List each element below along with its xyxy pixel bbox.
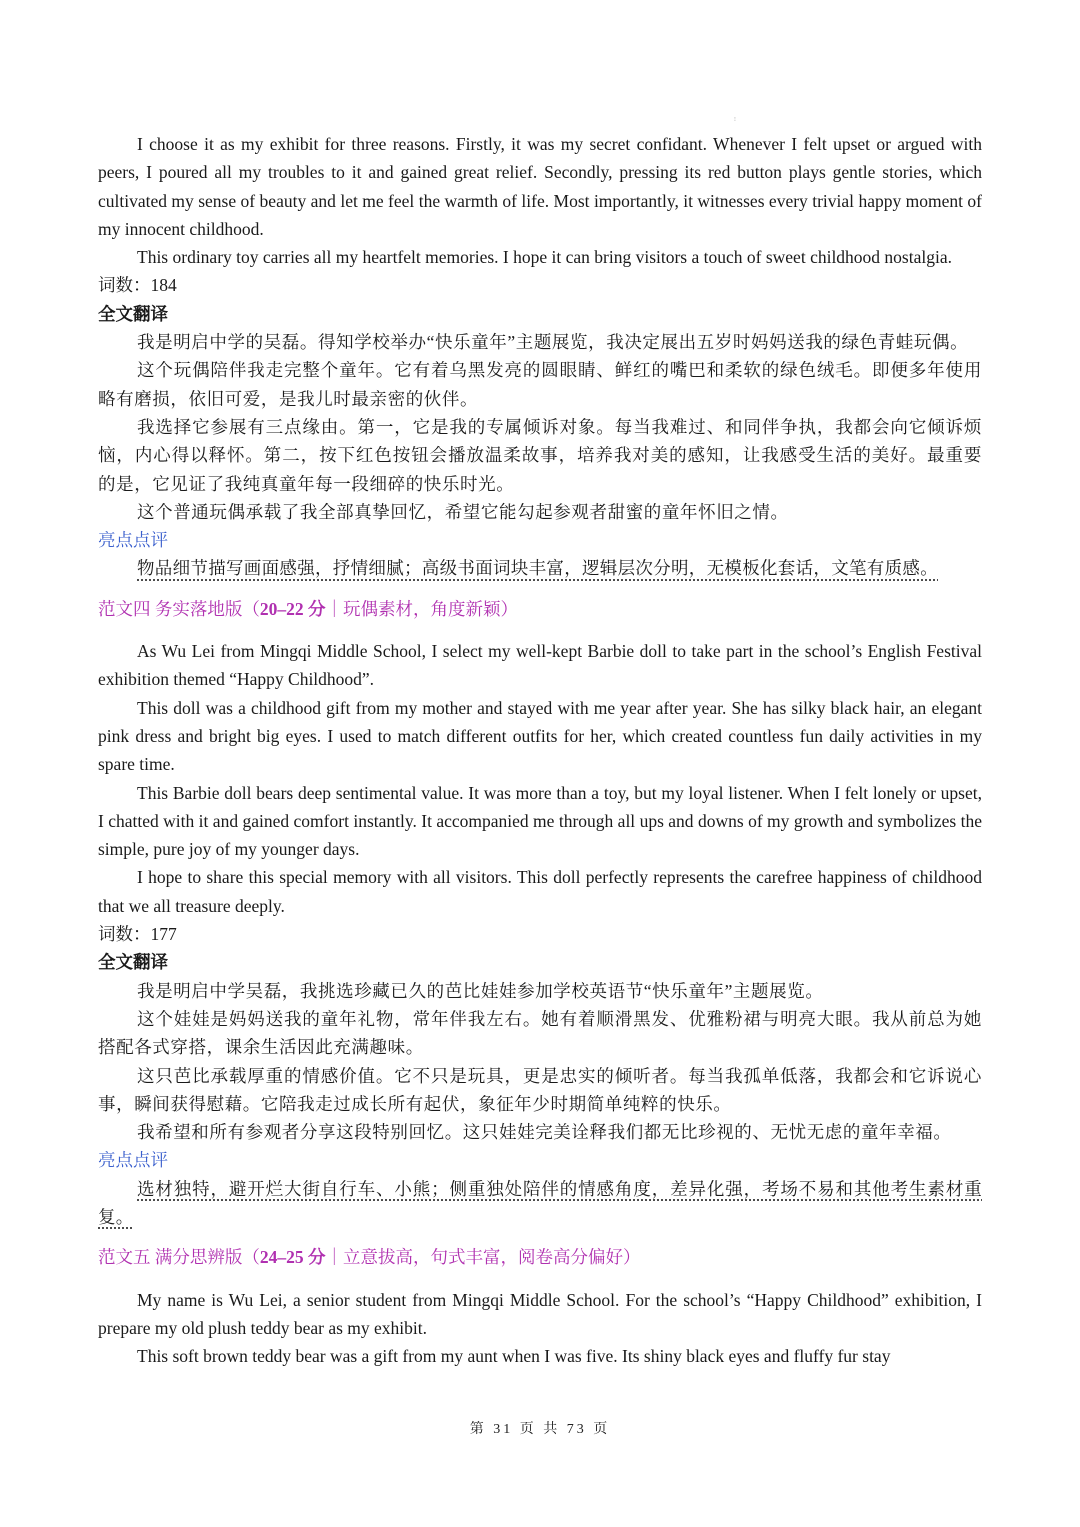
- section4-paragraph-1: As Wu Lei from Mingqi Middle School, I select my well-kept Barbie doll to take part in the school’s English Festival exhibition themed “Happy Childhood”.: [98, 641, 982, 690]
- page-corner-mark: ⁝: [734, 117, 736, 123]
- page-number-footer: 第 31 页 共 73 页: [469, 1422, 611, 1437]
- section4-heading-suffix: ｜玩偶素材，角度新颖）: [325, 598, 518, 619]
- essay3-paragraph-1: I choose it as my exhibit for three reasons. Firstly, it was my secret confidant. Whenever I felt upset or argued with peers, I poured all my troubles to it and gained great relief. Secondly, pressing its red button plays gentle stories, which cultivated my sense of beauty and let me feel the warmth of life. Most importantly, it witnesses every trivial happy moment of my innocent childhood.: [98, 134, 982, 239]
- essay3-word-count: 词数：184: [98, 275, 177, 296]
- essay3-translation-label: 全文翻译: [98, 303, 168, 324]
- section4-paragraph-3: This Barbie doll bears deep sentimental value. It was more than a toy, but my loyal listener. When I felt lonely or upset, I chatted with it and gained comfort instantly. It accompanied me through all ups and downs of my growth and symbolizes the simple, pure joy of my younger days.: [98, 782, 982, 860]
- essay3-paragraph-2: This ordinary toy carries all my heartfelt memories. I hope it can bring visitors a touch of sweet childhood nostalgia.: [137, 247, 952, 268]
- section4-paragraph-2: This doll was a childhood gift from my mother and stayed with me year after year. She has silky black hair, an elegant pink dress and bright big eyes. I used to match different outfits for her, which created countless fun daily activities in my spare time.: [98, 697, 982, 775]
- section5-paragraph-2: This soft brown teddy bear was a gift from my aunt when I was five. Its shiny black eyes and fluffy fur stay: [137, 1346, 891, 1367]
- section4-translation-2: 这个娃娃是妈妈送我的童年礼物，常年伴我左右。她有着顺滑黑发、优雅粉裙与明亮大眼。我从前总为她搭配各式穿搭，课余生活因此充满趣味。: [98, 1008, 982, 1058]
- section4-comment: 选材独特，避开烂大街自行车、小熊；侧重独处陪伴的情感角度，差异化强，考场不易和其他考生素材重复。: [98, 1178, 982, 1227]
- section4-heading: [98, 595, 982, 623]
- section5-heading: [98, 1243, 982, 1271]
- section4-translation-label: 全文翻译: [98, 952, 168, 973]
- essay3-comment-label: 亮点点评: [98, 530, 168, 551]
- section4-heading-score: 20–22 分: [259, 598, 326, 619]
- section4-word-count: 词数：177: [98, 924, 177, 945]
- section4-translation-1: 我是明启中学吴磊，我挑选珍藏已久的芭比娃娃参加学校英语节“快乐童年”主题展览。: [137, 980, 824, 1001]
- section5-heading-score: 24–25 分: [259, 1247, 326, 1268]
- section5-heading-suffix: ｜立意拔高，句式丰富，阅卷高分偏好）: [325, 1247, 641, 1268]
- essay3-translation-3: 我选择它参展有三点缘由。第一，它是我的专属倾诉对象。每当我难过、和同伴争执，我都会向它倾诉烦恼，内心得以释怀。第二，按下红色按钮会播放温柔故事，培养我对美的感知，让我感受生活的美好。最重要的是，它见证了我纯真童年每一段细碎的快乐时光。: [98, 416, 982, 494]
- section5-paragraph-1: My name is Wu Lei, a senior student from Mingqi Middle School. For the school’s “Happy Childhood” exhibition, I prepare my old plush teddy bear as my exhibit.: [98, 1289, 982, 1338]
- section4-comment-label: 亮点点评: [98, 1150, 168, 1171]
- section4-translation-3: 这只芭比承载厚重的情感价值。它不只是玩具，更是忠实的倾听者。每当我孤单低落，我都会和它诉说心事，瞬间获得慰藉。它陪我走过成长所有起伏，象征年少时期简单纯粹的快乐。: [98, 1065, 982, 1114]
- essay3-translation-1: 我是明启中学的吴磊。得知学校举办“快乐童年”主题展览，我决定展出五岁时妈妈送我的绿色青蛙玩偶。: [137, 332, 969, 353]
- section4-translation-4: 我希望和所有参观者分享这段特别回忆。这只娃娃完美诠释我们都无比珍视的、无忧无虑的童年幸福。: [137, 1122, 952, 1143]
- document-page: [98, 130, 982, 1370]
- essay3-translation-2: 这个玩偶陪伴我走完整个童年。它有着乌黑发亮的圆眼睛、鲜红的嘴巴和柔软的绿色绒毛。即便多年使用略有磨损，依旧可爱，是我儿时最亲密的伙伴。: [98, 360, 982, 409]
- section5-heading-prefix: 范文五 满分思辨版（: [98, 1247, 260, 1268]
- section4-heading-prefix: 范文四 务实落地版（: [98, 598, 260, 619]
- essay3-translation-4: 这个普通玩偶承载了我全部真挚回忆，希望它能勾起参观者甜蜜的童年怀旧之情。: [137, 501, 789, 522]
- essay3-comment: 物品细节描写画面感强，抒情细腻；高级书面词块丰富，逻辑层次分明，无模板化套话，文笔有质感。: [137, 558, 938, 579]
- section4-paragraph-4: I hope to share this special memory with all visitors. This doll perfectly represents the carefree happiness of childhood that we all treasure deeply.: [98, 867, 982, 916]
